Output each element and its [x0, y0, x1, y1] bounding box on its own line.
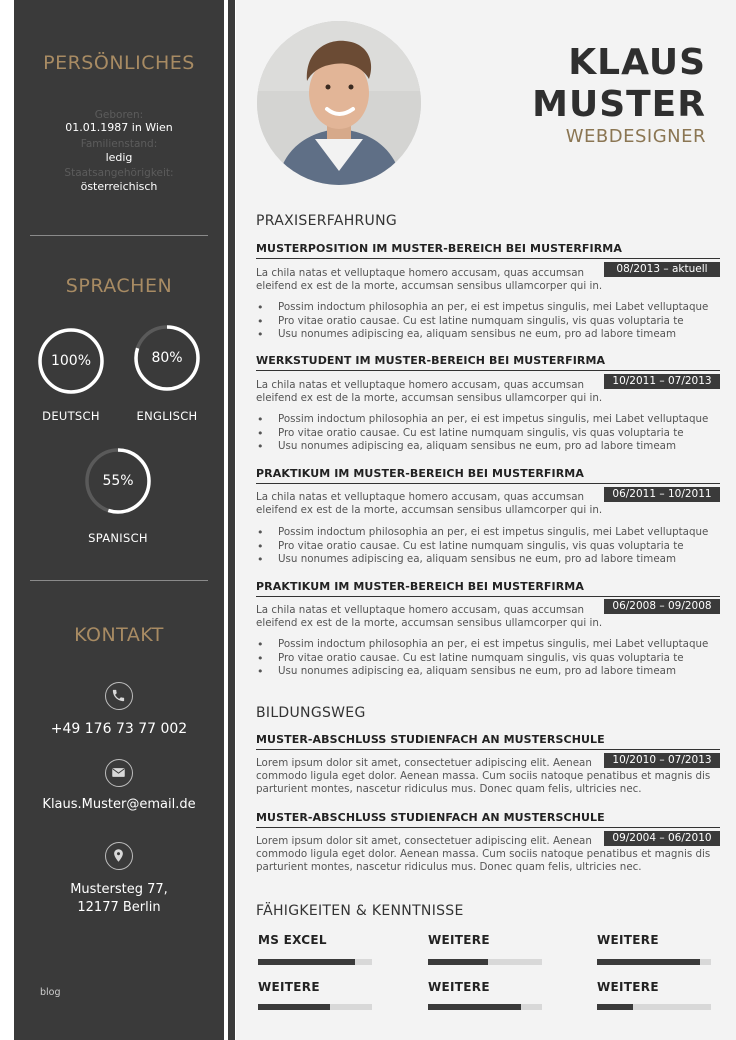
- address-line: Mustersteg 77,: [70, 882, 168, 897]
- bullet-item: • Pro vitae oratio causae. Cu est latine numquam singulis, vis quas voluptaria te: [256, 652, 720, 666]
- description-line: parturient montes, nascetur ridiculus mus. Donec quam felis, ultricies nec.: [256, 783, 642, 795]
- language-percent: 80%: [151, 350, 183, 366]
- bullet-item: • Usu nonumes adipiscing ea, aliquam sensibus ne eum, pro ad labore timeam: [256, 328, 720, 342]
- description-line: parturient montes, nascetur ridiculus mus. Donec quam felis, ultricies nec.: [256, 861, 642, 873]
- skill-bar: [597, 1004, 711, 1010]
- skill-bar-fill: [428, 1004, 521, 1010]
- description-line: commodo ligula eget dolor. Aenean massa. Cum sociis natoque penatibus et magnis dis: [256, 770, 711, 782]
- description-line: La chila natas et velluptaque homero accusam, quas accumsan: [256, 379, 585, 391]
- language-name: ENGLISCH: [136, 409, 198, 423]
- bullet-item: • Usu nonumes adipiscing ea, aliquam sensibus ne eum, pro ad labore timeam: [256, 440, 720, 454]
- job-bullets: [256, 638, 720, 679]
- job-divider: [256, 370, 720, 371]
- email-link[interactable]: Klaus.Muster@email.de: [42, 797, 196, 812]
- bullet-item: • Pro vitae oratio causae. Cu est latine numquam singulis, vis quas voluptaria te: [256, 427, 720, 441]
- education-title: MUSTER-ABSCHLUSS STUDIENFACH AN MUSTERSCHULE: [256, 733, 605, 746]
- phone-icon: [105, 682, 133, 710]
- skill-name: WEITERE: [258, 980, 320, 994]
- description-line: Lorem ipsum dolor sit amet, consectetuer adipiscing elit. Aenean: [256, 835, 592, 847]
- skill-name: MS EXCEL: [258, 933, 327, 947]
- skill-name: WEITERE: [597, 980, 659, 994]
- bullet-item: • Possim indoctum philosophia an per, ei est impetus singulis, mei Labet velluptaque: [256, 638, 720, 652]
- skill-bar-fill: [258, 1004, 330, 1010]
- family-value: ledig: [105, 151, 133, 164]
- nationality-label: Staatsangehörigkeit:: [64, 167, 174, 179]
- date-badge: 09/2004 – 06/2010: [604, 831, 720, 846]
- language-percent: 100%: [50, 353, 92, 369]
- job-bullets: [256, 526, 720, 567]
- date-badge: 06/2008 – 09/2008: [604, 599, 720, 614]
- job-bullets: [256, 413, 720, 454]
- language-ring: [133, 324, 201, 392]
- skill-bar: [258, 959, 372, 965]
- date-badge: 08/2013 – aktuell: [604, 262, 720, 277]
- job-divider: [256, 258, 720, 259]
- job-divider: [256, 483, 720, 484]
- education-description: [256, 835, 714, 874]
- description-line: Lorem ipsum dolor sit amet, consectetuer adipiscing elit. Aenean: [256, 757, 592, 769]
- bullet-item: • Possim indoctum philosophia an per, ei est impetus singulis, mei Labet velluptaque: [256, 301, 720, 315]
- nationality-value: österreichisch: [80, 180, 158, 193]
- skill-bar: [428, 959, 542, 965]
- address-line: 12177 Berlin: [77, 900, 161, 915]
- description-line: commodo ligula eget dolor. Aenean massa. Cum sociis natoque penatibus et magnis dis: [256, 848, 711, 860]
- bullet-item: • Pro vitae oratio causae. Cu est latine numquam singulis, vis quas voluptaria te: [256, 540, 720, 554]
- education-description: [256, 757, 714, 796]
- job-bullets: [256, 301, 720, 342]
- birth-label: Geboren:: [94, 109, 144, 121]
- skill-bar: [597, 959, 711, 965]
- bullet-item: • Usu nonumes adipiscing ea, aliquam sensibus ne eum, pro ad labore timeam: [256, 553, 720, 567]
- envelope-icon: [105, 759, 133, 787]
- first-name: KLAUS: [568, 42, 706, 83]
- sidebar-divider: [30, 580, 208, 581]
- date-badge: 06/2011 – 10/2011: [604, 487, 720, 502]
- education-divider: [256, 827, 720, 828]
- bullet-item: • Possim indoctum philosophia an per, ei est impetus singulis, mei Labet velluptaque: [256, 526, 720, 540]
- skill-name: WEITERE: [428, 980, 490, 994]
- job-description: [256, 379, 612, 405]
- birth-value: 01.01.1987 in Wien: [65, 121, 173, 134]
- description-line: La chila natas et velluptaque homero accusam, quas accumsan: [256, 604, 585, 616]
- profile-photo: [257, 21, 421, 185]
- skill-name: WEITERE: [597, 933, 659, 947]
- skill-name: WEITERE: [428, 933, 490, 947]
- job-title: WERKSTUDENT IM MUSTER-BEREICH BEI MUSTERFIRMA: [256, 354, 606, 367]
- blog-note: blog: [40, 987, 61, 998]
- sidebar: [14, 0, 224, 1040]
- job-title: PRAKTIKUM IM MUSTER-BEREICH BEI MUSTERFIRMA: [256, 580, 584, 593]
- bullet-item: • Usu nonumes adipiscing ea, aliquam sensibus ne eum, pro ad labore timeam: [256, 665, 720, 679]
- job-description: [256, 267, 612, 293]
- contact-heading: KONTAKT: [74, 624, 164, 646]
- date-badge: 10/2011 – 07/2013: [604, 374, 720, 389]
- skill-bar-fill: [258, 959, 355, 965]
- skill-bar-fill: [597, 1004, 633, 1010]
- sidebar-divider: [30, 235, 208, 236]
- phone-number[interactable]: +49 176 73 77 002: [50, 721, 188, 737]
- skill-bar: [258, 1004, 372, 1010]
- skill-bar: [428, 1004, 542, 1010]
- description-line: La chila natas et velluptaque homero accusam, quas accumsan: [256, 491, 585, 503]
- experience-heading: PRAXISERFAHRUNG: [256, 213, 398, 229]
- job-description: [256, 491, 612, 517]
- family-label: Familienstand:: [80, 138, 158, 150]
- languages-heading: SPRACHEN: [65, 275, 173, 297]
- bullet-item: • Pro vitae oratio causae. Cu est latine numquam singulis, vis quas voluptaria te: [256, 315, 720, 329]
- language-name: DEUTSCH: [42, 409, 100, 423]
- job-divider: [256, 596, 720, 597]
- job-title: PRAKTIKUM IM MUSTER-BEREICH BEI MUSTERFIRMA: [256, 467, 584, 480]
- education-heading: BILDUNGSWEG: [256, 705, 366, 721]
- description-line: eleifend ex est de la morte, accumsan sensibus ullamcorper qui in.: [256, 392, 603, 404]
- language-name: SPANISCH: [88, 531, 148, 545]
- education-title: MUSTER-ABSCHLUSS STUDIENFACH AN MUSTERSCHULE: [256, 811, 605, 824]
- description-line: eleifend ex est de la morte, accumsan sensibus ullamcorper qui in.: [256, 280, 603, 292]
- skills-heading: FÄHIGKEITEN & KENNTNISSE: [256, 903, 464, 919]
- skill-bar-fill: [428, 959, 488, 965]
- description-line: eleifend ex est de la morte, accumsan sensibus ullamcorper qui in.: [256, 504, 603, 516]
- job-title: WEBDESIGNER: [565, 126, 706, 147]
- description-line: La chila natas et velluptaque homero accusam, quas accumsan: [256, 267, 585, 279]
- job-description: [256, 604, 612, 630]
- education-divider: [256, 749, 720, 750]
- map-pin-icon: [105, 842, 133, 870]
- description-line: eleifend ex est de la morte, accumsan sensibus ullamcorper qui in.: [256, 617, 603, 629]
- language-percent: 55%: [102, 473, 134, 489]
- date-badge: 10/2010 – 07/2013: [604, 753, 720, 768]
- language-ring: [37, 327, 105, 395]
- last-name: MUSTER: [532, 84, 706, 125]
- personal-heading: PERSÖNLICHES: [43, 52, 195, 74]
- language-ring: [84, 447, 152, 515]
- job-title: MUSTERPOSITION IM MUSTER-BEREICH BEI MUSTERFIRMA: [256, 242, 622, 255]
- sidebar-strip: [228, 0, 235, 1040]
- skill-bar-fill: [597, 959, 700, 965]
- bullet-item: • Possim indoctum philosophia an per, ei est impetus singulis, mei Labet velluptaque: [256, 413, 720, 427]
